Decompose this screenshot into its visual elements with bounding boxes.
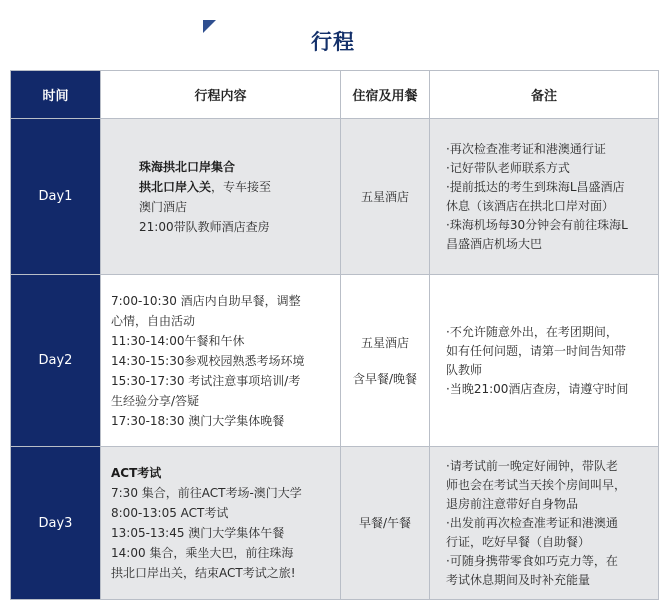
table-row: [11, 275, 659, 447]
table-row: [11, 119, 659, 275]
content-line-bold-prefix: 拱北口岸入关: [139, 179, 212, 194]
note-item: ·可随身携带零食如巧克力等，在 考试休息期间及时补充能量: [446, 553, 618, 587]
content-line: 11:30-14:00午餐和午休: [111, 333, 245, 348]
content-line: 7:30 集合，前往ACT考场-澳门大学: [111, 486, 302, 500]
lodging-line: 含早餐/晚餐: [352, 371, 418, 386]
lodging-cell: [341, 119, 430, 275]
page-title: 行程: [311, 30, 355, 54]
header-time: 时间: [11, 71, 101, 119]
content-line: 21:00带队教师酒店查房: [139, 219, 270, 234]
content-line: 7:00-10:30 酒店内自助早餐，调整 心情，自由活动: [111, 293, 301, 328]
itinerary-content-cell: [101, 119, 341, 275]
content-line: [139, 177, 340, 217]
content-line: 14:30-15:30参观校园熟悉考场环境: [111, 353, 305, 368]
day-label: Day3: [11, 447, 101, 600]
content-line: 17:30-18:30 澳门大学集体晚餐: [111, 413, 285, 428]
lodging-line: 五星酒店: [360, 189, 409, 204]
day-label: Day2: [11, 275, 101, 447]
lodging-line: 五星酒店: [360, 335, 409, 350]
content-line: 珠海拱北口岸集合: [139, 159, 236, 174]
lodging-cell: [341, 275, 430, 447]
note-item: ·请考试前一晚定好闹钟，带队老 师也会在考试当天挨个房间叫早， 退房前注意带好自身物品: [446, 458, 627, 511]
note-item: ·珠海机场每30分钟会有前往珠海L 昌盛酒店机场大巴: [446, 217, 628, 251]
header-lodging: 住宿及用餐: [341, 71, 430, 119]
note-item: ·当晚21:00酒店查房，请遵守时间: [446, 381, 629, 396]
note-item: ·再次检查准考证和港澳通行证: [446, 141, 606, 156]
content-line: 15:30-17:30 考试注意事项培训/考 生经验分享/答疑: [111, 373, 301, 408]
table-header-row: [11, 71, 659, 119]
note-item: ·出发前再次检查准考证和港澳通 行证，吃好早餐（自助餐）: [446, 515, 618, 549]
content-line: 14:00 集合，乘坐大巴，前往珠海 拱北口岸出关，结束ACT考试之旅!: [111, 546, 296, 580]
header-notes: 备注: [430, 71, 659, 119]
itinerary-table: [10, 70, 659, 600]
lodging-cell: [341, 447, 430, 600]
day-label: Day1: [11, 119, 101, 275]
itinerary-content-cell: [101, 447, 341, 600]
content-line: ACT考试: [111, 466, 162, 480]
content-line: 8:00-13:05 ACT考试: [111, 506, 229, 520]
header-content: 行程内容: [101, 71, 341, 119]
notes-cell: [430, 447, 659, 600]
lodging-line: 早餐/午餐: [358, 516, 412, 530]
itinerary-content-cell: [101, 275, 341, 447]
note-item: ·提前抵达的考生到珠海L昌盛酒店 休息（该酒店在拱北口岸对面）: [446, 179, 625, 213]
table-row: [11, 447, 659, 600]
content-line: 13:05-13:45 澳门大学集体午餐: [111, 526, 285, 540]
content-line-rest: ，专车接至 澳门酒店: [139, 179, 272, 214]
note-item: ·不允许随意外出，在考团期间， 如有任何问题，请第一时间告知带 队教师: [446, 324, 627, 377]
notes-cell: [430, 275, 659, 447]
note-item: ·记好带队老师联系方式: [446, 160, 570, 175]
notes-cell: [430, 119, 659, 275]
